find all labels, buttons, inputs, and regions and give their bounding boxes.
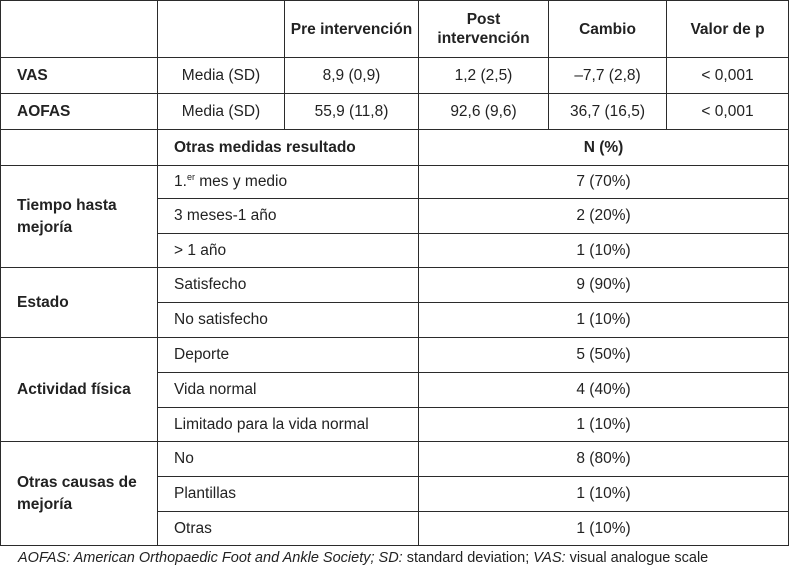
list-item [1, 442, 789, 477]
list-item [1, 338, 789, 373]
pre-value: 55,9 (11,8) [285, 94, 419, 130]
list-item [1, 166, 789, 199]
item-n: 1 (10%) [419, 303, 789, 338]
row-label: AOFAS [1, 94, 158, 130]
group-label-estado: Estado [1, 268, 158, 338]
footnote-abbr: AOFAS: [18, 550, 71, 566]
group-label-actividad: Actividad física [1, 338, 158, 442]
item-name: > 1 año [158, 234, 419, 268]
row-label: VAS [1, 58, 158, 94]
item-name: Satisfecho [158, 268, 419, 303]
header-row [1, 1, 789, 58]
post-value: 1,2 (2,5) [419, 58, 549, 94]
footnote-text: visual analogue scale [565, 550, 709, 566]
p-value: < 0,001 [667, 58, 789, 94]
score-row-aofas [1, 94, 789, 130]
cambio-value: 36,7 (16,5) [549, 94, 667, 130]
item-n: 1 (10%) [419, 477, 789, 512]
item-n: 1 (10%) [419, 512, 789, 546]
header-post: Post intervención [419, 1, 549, 58]
header-pre: Pre intervención [285, 1, 419, 58]
other-measures-label: Otras medidas resultado [158, 130, 419, 166]
item-name: Vida normal [158, 373, 419, 408]
item-n: 5 (50%) [419, 338, 789, 373]
pre-value: 8,9 (0,9) [285, 58, 419, 94]
item-n: 1 (10%) [419, 234, 789, 268]
item-n: 7 (70%) [419, 166, 789, 199]
header-p-value: Valor de p [667, 1, 789, 58]
item-name: Limitado para la vida normal [158, 408, 419, 442]
stat-type: Media (SD) [158, 94, 285, 130]
other-measures-header-row [1, 130, 789, 166]
score-row-vas [1, 58, 789, 94]
footnote-text: standard deviation; [402, 550, 530, 566]
item-name: No satisfecho [158, 303, 419, 338]
footnote-text: American Orthopaedic Foot and Ankle Society; [70, 550, 375, 566]
group-label-otras-causas: Otras causas de mejoría [1, 442, 158, 546]
table-footnote [18, 550, 708, 566]
n-percent-header: N (%) [419, 130, 789, 166]
header-empty-cell [1, 1, 158, 58]
item-n: 8 (80%) [419, 442, 789, 477]
item-name: Otras [158, 512, 419, 546]
footnote-abbr: SD: [374, 550, 403, 566]
header-cambio: Cambio [549, 1, 667, 58]
group-label-tiempo: Tiempo hasta mejoría [1, 166, 158, 268]
item-name: No [158, 442, 419, 477]
empty-cell [1, 130, 158, 166]
footnote-abbr: VAS: [529, 550, 566, 566]
item-n: 4 (40%) [419, 373, 789, 408]
item-name: Plantillas [158, 477, 419, 512]
item-name: Deporte [158, 338, 419, 373]
item-n: 1 (10%) [419, 408, 789, 442]
p-value: < 0,001 [667, 94, 789, 130]
item-n: 2 (20%) [419, 199, 789, 234]
cambio-value: –7,7 (2,8) [549, 58, 667, 94]
item-n: 9 (90%) [419, 268, 789, 303]
item-name: 1.$^{er}$ mes y medio [158, 166, 419, 199]
header-empty-cell [158, 1, 285, 58]
item-name: 3 meses-1 año [158, 199, 419, 234]
post-value: 92,6 (9,6) [419, 94, 549, 130]
list-item [1, 268, 789, 303]
stat-type: Media (SD) [158, 58, 285, 94]
